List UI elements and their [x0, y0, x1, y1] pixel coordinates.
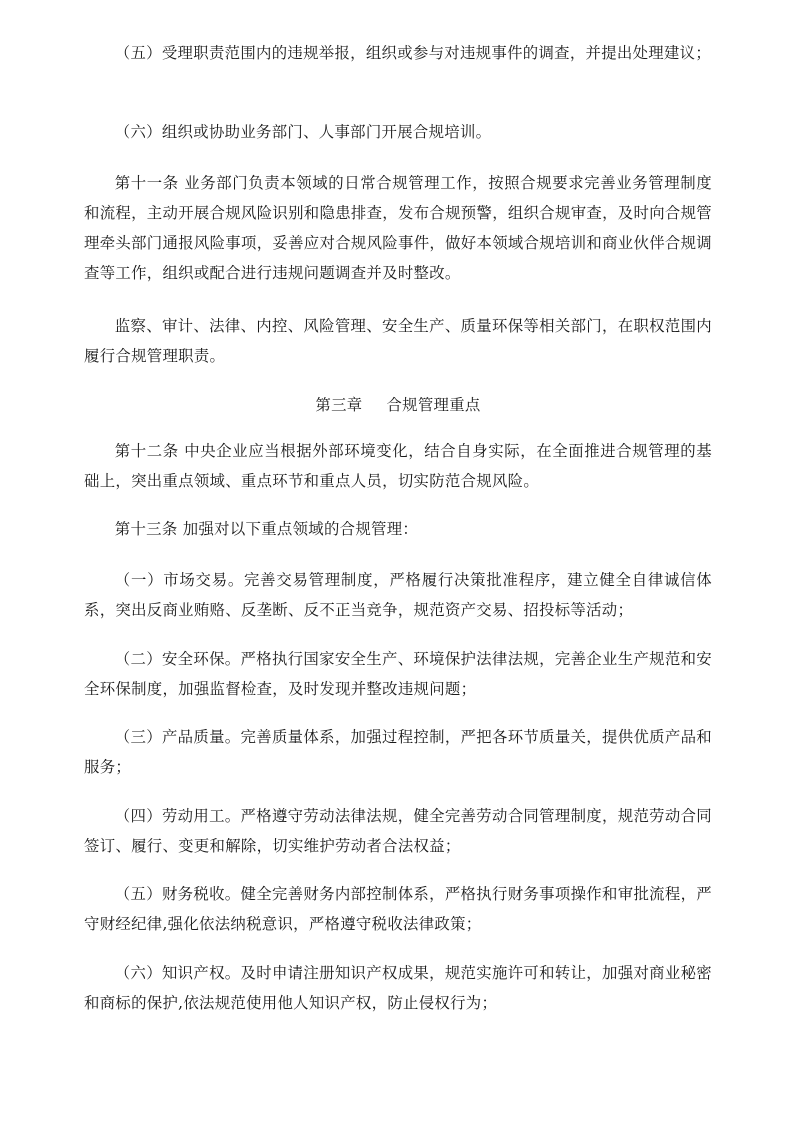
paragraph-item-5-report-handling: （五）受理职责范围内的违规举报，组织或参与对违规事件的调查，并提出处理建议； — [114, 44, 712, 62]
paragraph-safety-environment: （二）安全环保。严格执行国家安全生产、环境保护法律法规，完善企业生产规范和安全环保制度，加强监督检查，及时发现并整改违规问题； — [84, 650, 712, 698]
paragraph-item-6-training: （六）组织或协助业务部门、人事部门开展合规培训。 — [114, 123, 492, 141]
chapter-heading — [84, 390, 712, 420]
chapter-title: 合规管理重点 — [386, 396, 481, 414]
paragraph-article-12: 第十二条 中央企业应当根据外部环境变化，结合自身实际，在全面推进合规管理的基础上，突出重点领域、重点环节和重点人员，切实防范合规风险。 — [84, 442, 712, 490]
paragraph-related-departments: 监察、审计、法律、内控、风险管理、安全生产、质量环保等相关部门，在职权范围内履行合规管理职责。 — [84, 317, 712, 365]
paragraph-finance-tax: （五）财务税收。健全完善财务内部控制体系，严格执行财务事项操作和审批流程，严守财经纪律,强化依法纳税意识，严格遵守税收法律政策； — [84, 885, 712, 933]
paragraph-market-trading: （一）市场交易。完善交易管理制度，严格履行决策批准程序，建立健全自律诚信体系，突出反商业贿赂、反垄断、反不正当竞争，规范资产交易、招投标等活动； — [84, 571, 712, 619]
paragraph-intellectual-property: （六）知识产权。及时申请注册知识产权成果，规范实施许可和转让，加强对商业秘密和商标的保护,依法规范使用他人知识产权，防止侵权行为； — [84, 964, 712, 1012]
paragraph-article-11: 第十一条 业务部门负责本领域的日常合规管理工作，按照合规要求完善业务管理制度和流程，主动开展合规风险识别和隐患排查，发布合规预警，组织合规审查，及时向合规管理牵头部门通报风险事项，妥善应对合规风险事件，做好本领域合规培训和商业伙伴合规调查等工作，组织或配合进行违规问题调查并及时整改。 — [84, 174, 712, 282]
paragraph-labor-employment: （四）劳动用工。严格遵守劳动法律法规，健全完善劳动合同管理制度，规范劳动合同签订、履行、变更和解除，切实维护劳动者合法权益； — [84, 807, 712, 855]
paragraph-product-quality: （三）产品质量。完善质量体系，加强过程控制，严把各环节质量关，提供优质产品和服务； — [84, 728, 712, 776]
chapter-number: 第三章 — [315, 396, 363, 414]
paragraph-article-13: 第十三条 加强对以下重点领域的合规管理： — [114, 520, 419, 538]
